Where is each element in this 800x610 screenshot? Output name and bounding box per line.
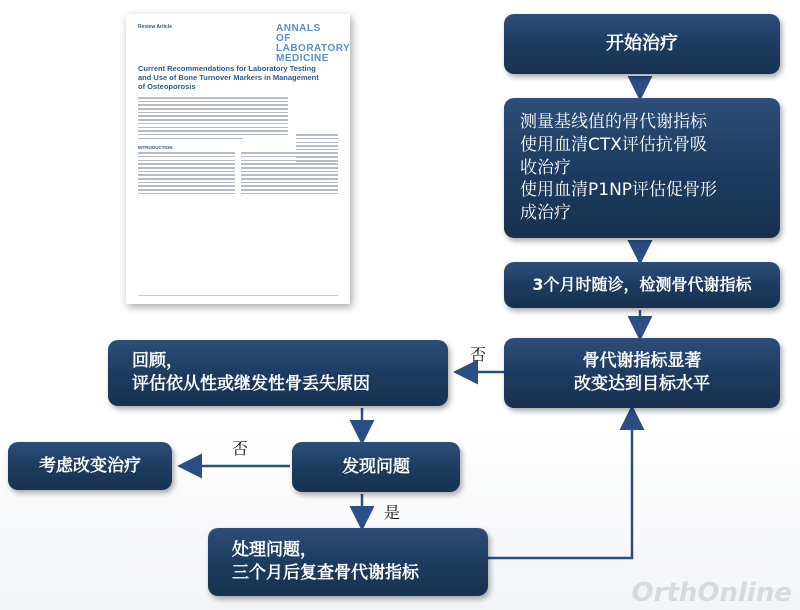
- significant-change-text: [574, 350, 710, 396]
- start-treatment-box: [504, 14, 780, 74]
- edge-label-no-find: 否: [232, 439, 249, 458]
- paper-section-heading: INTRODUCTION: [138, 145, 173, 151]
- edge-label-yes-find: 是: [384, 503, 401, 522]
- measure-line-4: 使用血清P1NP评估促骨形: [520, 180, 718, 201]
- handle-line-1: 处理问题，: [232, 540, 317, 561]
- followup-text: 3个月时随诊，检测骨代谢指标: [532, 275, 752, 295]
- measure-line-3: 收治疗: [520, 157, 571, 178]
- review-text: [132, 350, 370, 396]
- find-problem-text: 发现问题: [342, 456, 410, 477]
- paper-tag: Review Article: [138, 24, 172, 30]
- significant-line-2: 改变达到目标水平: [574, 374, 710, 394]
- find-problem-box: [292, 442, 460, 492]
- start-treatment-text: 开始治疗: [606, 32, 678, 54]
- consider-change-text: 考虑改变治疗: [39, 455, 141, 476]
- measure-line-2: 使用血清CTX评估抗骨吸: [520, 134, 707, 155]
- paper-title: Current Recommendations for Laboratory Testing and Use of Bone Turnover Markers in Management of Osteoporosis: [138, 64, 319, 91]
- baseline-measure-text: [520, 111, 717, 226]
- handle-problem-text: [232, 539, 419, 585]
- edge-label-no-significant: 否: [470, 345, 487, 364]
- handle-line-2: 三个月后复查骨代谢指标: [232, 563, 419, 583]
- consider-change-box: [8, 442, 172, 490]
- measure-line-5: 成治疗: [520, 203, 571, 224]
- journal-line-2: LABORATORY: [276, 43, 350, 54]
- significant-line-1: 骨代谢指标显著: [582, 351, 702, 372]
- review-line-2: 评估依从性或继发性骨丢失原因: [132, 374, 370, 394]
- baseline-measure-box: [504, 98, 780, 238]
- followup-box: [504, 262, 780, 308]
- review-line-1: 回顾，: [132, 351, 183, 372]
- handle-problem-box: [208, 528, 488, 596]
- journal-line-3: MEDICINE: [276, 53, 329, 64]
- review-box: [108, 340, 448, 406]
- significant-change-box: [504, 338, 780, 408]
- arrow-handle-to-significant: [488, 410, 632, 558]
- measure-line-1: 测量基线值的骨代谢指标: [520, 111, 707, 132]
- journal-line-1: ANNALS OF: [276, 23, 321, 44]
- watermark-logo: OrthOnline: [631, 578, 792, 608]
